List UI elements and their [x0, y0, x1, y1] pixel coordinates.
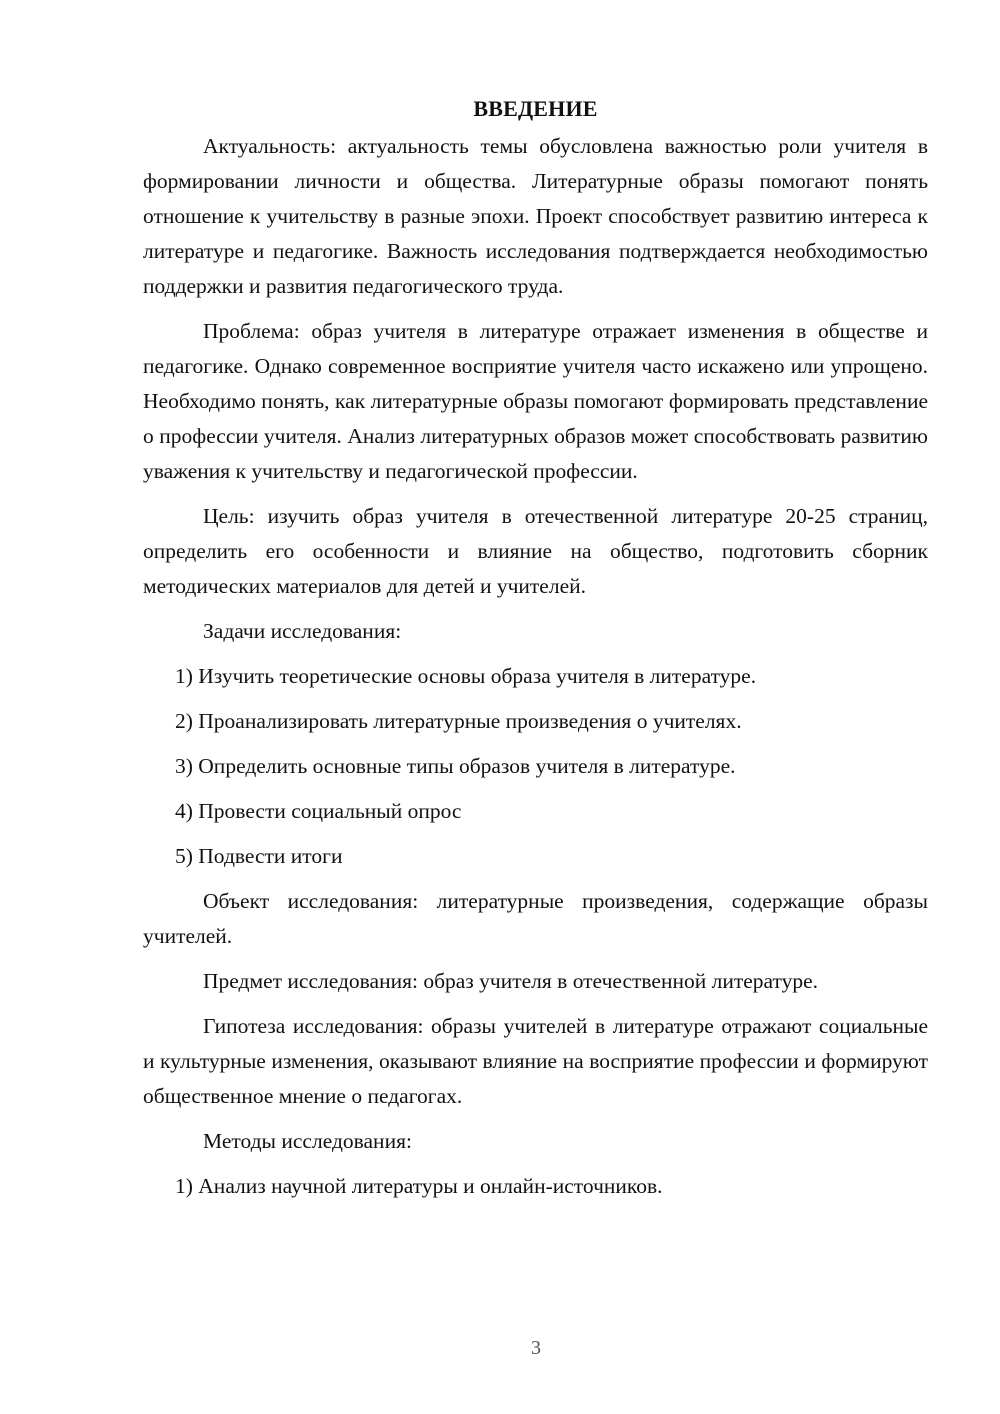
problem-paragraph: Проблема: образ учителя в литературе отражает изменения в обществе и педагогике. Однако современное восприятие учителя часто искажено или упрощено. Необходимо понять, как литературные образы помогают формировать представление о профессии учителя. Анализ литературных образов может способствовать развитию уважения к учительству и педагогической профессии.	[143, 319, 928, 483]
method-item: 1) Анализ научной литературы и онлайн-источников.	[175, 1174, 663, 1198]
tasks-heading: Задачи исследования:	[203, 619, 402, 643]
object-paragraph: Объект исследования: литературные произведения, содержащие образы учителей.	[143, 889, 928, 948]
page-number: 3	[531, 1337, 541, 1359]
subject-paragraph: Предмет исследования: образ учителя в отечественной литературе.	[203, 969, 819, 993]
task-item: 4) Провести социальный опрос	[175, 799, 462, 823]
page-content	[143, 93, 928, 1214]
methods-heading: Методы исследования:	[203, 1129, 412, 1153]
relevance-paragraph: Актуальность: актуальность темы обусловлена важностью роли учителя в формировании личности и общества. Литературные образы помогают понять отношение к учительству в разные эпохи. Проект способствует развитию интереса к литературе и педагогике. Важность исследования подтверждается необходимостью поддержки и развития педагогического труда.	[143, 134, 928, 298]
page-title: ВВЕДЕНИЕ	[473, 96, 598, 121]
goal-paragraph: Цель: изучить образ учителя в отечественной литературе 20-25 страниц, определить его особенности и влияние на общество, подготовить сборник методических материалов для детей и учителей.	[143, 504, 928, 598]
task-item: 1) Изучить теоретические основы образа учителя в литературе.	[175, 664, 757, 688]
task-item: 3) Определить основные типы образов учителя в литературе.	[175, 754, 736, 778]
task-item: 5) Подвести итоги	[175, 844, 343, 868]
task-item: 2) Проанализировать литературные произведения о учителях.	[175, 709, 742, 733]
hypothesis-paragraph: Гипотеза исследования: образы учителей в литературе отражают социальные и культурные изменения, оказывают влияние на восприятие профессии и формируют общественное мнение о педагогах.	[143, 1014, 928, 1108]
